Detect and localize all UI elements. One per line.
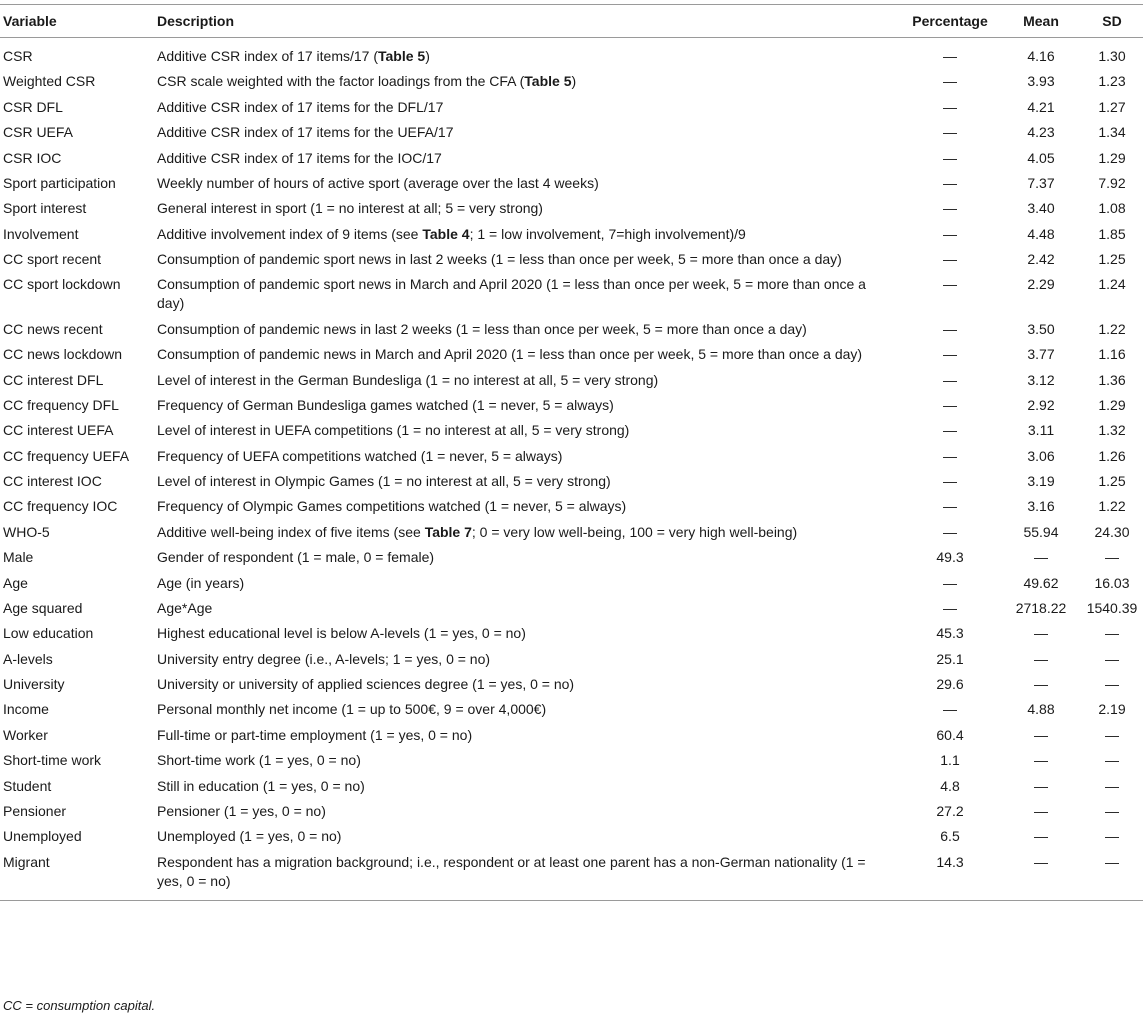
cell-sd: 1.22 <box>1098 498 1126 515</box>
cell-mean: — <box>1034 752 1048 769</box>
cell-description <box>153 849 899 900</box>
description-text: CSR scale weighted with the factor loadings from the CFA ( <box>157 73 525 90</box>
description-text: Consumption of pandemic sport news in last 2 weeks (1 = less than once per week, 5 = more than once a day) <box>157 251 842 267</box>
cell-sd: 16.03 <box>1094 574 1130 591</box>
table-row <box>0 570 1143 595</box>
cell-mean: 3.19 <box>1027 473 1055 489</box>
cell-description <box>153 196 899 221</box>
cell-description <box>153 799 899 824</box>
table-reference: Table 4 <box>422 225 470 242</box>
cell-variable: Sport interest <box>3 200 87 217</box>
cell-percentage: — <box>943 149 957 166</box>
description-text: Pensioner (1 = yes, 0 = no) <box>157 802 326 819</box>
table-row <box>0 95 1143 120</box>
table-row <box>0 342 1143 367</box>
cell-percentage: — <box>943 174 957 191</box>
cell-mean: 4.05 <box>1027 149 1055 166</box>
cell-percentage: 45.3 <box>936 625 964 642</box>
cell-sd: 1.27 <box>1098 98 1126 115</box>
cell-description <box>153 596 899 621</box>
cell-variable: CC sport recent <box>3 251 102 267</box>
cell-description <box>153 469 899 494</box>
cell-percentage: 27.2 <box>936 802 964 819</box>
cell-description <box>153 520 899 545</box>
cell-variable: University <box>3 676 65 692</box>
description-text: Additive CSR index of 17 items for the IOC/17 <box>157 149 442 166</box>
cell-mean: 3.11 <box>1027 422 1055 439</box>
description-text: Level of interest in UEFA competitions (1 = no interest at all, 5 = very strong) <box>157 422 630 439</box>
cell-percentage: — <box>943 447 957 464</box>
cell-mean: 49.62 <box>1023 574 1059 591</box>
cell-percentage: — <box>943 73 957 90</box>
table-row <box>0 247 1143 272</box>
table-row <box>0 596 1143 621</box>
cell-variable: Male <box>3 549 34 566</box>
cell-sd: 1.85 <box>1098 225 1126 242</box>
cell-variable: Income <box>3 701 49 718</box>
table-row <box>0 393 1143 418</box>
cell-mean: 2.92 <box>1027 396 1055 413</box>
cell-sd: — <box>1081 849 1143 900</box>
cell-variable: Sport participation <box>3 174 116 191</box>
header-description: Description <box>153 5 899 38</box>
cell-variable: Involvement <box>3 225 79 242</box>
cell-description <box>153 69 899 94</box>
cell-description <box>153 38 899 70</box>
cell-variable: CC frequency IOC <box>3 498 118 515</box>
description-text: Full-time or part-time employment (1 = yes, 0 = no) <box>157 726 473 743</box>
table-row <box>0 196 1143 221</box>
cell-sd: — <box>1105 549 1119 566</box>
cell-percentage: — <box>943 98 957 115</box>
cell-mean: — <box>1034 650 1048 667</box>
description-text: Frequency of UEFA competitions watched (1 = never, 5 = always) <box>157 447 563 464</box>
table-row <box>0 367 1143 392</box>
description-text: Personal monthly net income (1 = up to 500€, 9 = over 4,000€) <box>157 701 547 718</box>
cell-mean: 3.12 <box>1027 371 1055 388</box>
cell-sd: 1.32 <box>1098 422 1126 439</box>
cell-mean: 55.94 <box>1023 523 1059 540</box>
cell-description <box>153 95 899 120</box>
description-text: Additive CSR index of 17 items for the DFL/17 <box>157 98 444 115</box>
cell-mean: — <box>1034 828 1048 845</box>
cell-percentage: 14.3 <box>899 849 1001 900</box>
cell-percentage: 49.3 <box>936 549 964 566</box>
description-text: Age (in years) <box>157 574 245 591</box>
cell-variable: Age squared <box>3 599 83 616</box>
cell-sd: 1.26 <box>1098 447 1126 464</box>
cell-description <box>153 317 899 342</box>
table-row <box>0 672 1143 697</box>
table-row <box>0 69 1143 94</box>
cell-description <box>153 367 899 392</box>
cell-mean: 4.23 <box>1027 124 1055 141</box>
description-text: University entry degree (i.e., A-levels; 1 = yes, 0 = no) <box>157 650 491 667</box>
table-row <box>0 723 1143 748</box>
description-text: Highest educational level is below A-levels (1 = yes, 0 = no) <box>157 625 526 642</box>
cell-mean: 2718.22 <box>1015 599 1067 616</box>
cell-mean: 4.48 <box>1027 225 1055 242</box>
description-text: Consumption of pandemic news in last 2 weeks (1 = less than once per week, 5 = more than once a day) <box>157 320 807 337</box>
cell-variable: CC interest IOC <box>3 473 102 489</box>
cell-description <box>153 545 899 570</box>
cell-sd: 7.92 <box>1098 174 1126 191</box>
cell-description <box>153 443 899 468</box>
cell-mean: — <box>1034 777 1048 794</box>
cell-description <box>153 646 899 671</box>
cell-percentage: — <box>943 200 957 217</box>
cell-percentage: — <box>943 574 957 591</box>
cell-sd: 1.29 <box>1098 149 1126 166</box>
table-row <box>0 824 1143 849</box>
table-row <box>0 120 1143 145</box>
cell-description <box>153 418 899 443</box>
cell-mean: — <box>1034 549 1048 566</box>
cell-mean: — <box>1034 726 1048 743</box>
cell-variable: A-levels <box>3 650 53 667</box>
cell-percentage: — <box>943 599 957 616</box>
cell-mean: 3.50 <box>1027 320 1055 337</box>
cell-sd: 1.08 <box>1098 200 1126 217</box>
description-text: Consumption of pandemic sport news in March and April 2020 (1 = less than once per week, 5 = more than once a day) <box>157 276 866 312</box>
cell-percentage: — <box>943 396 957 413</box>
cell-mean: 2.42 <box>1027 251 1055 267</box>
table-row <box>0 849 1143 900</box>
cell-sd: 2.19 <box>1098 701 1126 718</box>
description-text: Frequency of Olympic Games competitions watched (1 = never, 5 = always) <box>157 498 627 515</box>
table-row <box>0 317 1143 342</box>
cell-variable: CSR IOC <box>3 149 62 166</box>
cell-percentage: — <box>943 251 957 267</box>
description-text: ; 1 = low involvement, 7=high involvement)/9 <box>469 225 746 242</box>
table-header <box>0 5 1143 38</box>
table-reference: Table 5 <box>378 48 426 64</box>
cell-description <box>153 272 899 316</box>
cell-percentage: — <box>943 225 957 242</box>
cell-description <box>153 342 899 367</box>
cell-variable: Unemployed <box>3 828 82 845</box>
descriptive-statistics-table <box>0 4 1143 901</box>
cell-description <box>153 697 899 722</box>
description-text: University or university of applied sciences degree (1 = yes, 0 = no) <box>157 676 575 692</box>
cell-percentage: — <box>943 276 957 293</box>
cell-variable: Worker <box>3 726 48 743</box>
cell-sd: — <box>1105 676 1119 692</box>
cell-percentage: — <box>943 523 957 540</box>
cell-description <box>153 570 899 595</box>
cell-sd: — <box>1105 625 1119 642</box>
cell-sd: — <box>1105 726 1119 743</box>
table-row <box>0 221 1143 246</box>
cell-sd: 1.36 <box>1098 371 1126 388</box>
cell-variable: CC frequency DFL <box>3 396 119 413</box>
description-text: Still in education (1 = yes, 0 = no) <box>157 777 365 794</box>
table-row <box>0 697 1143 722</box>
cell-percentage: — <box>943 701 957 718</box>
header-row <box>0 5 1143 38</box>
description-text: General interest in sport (1 = no interest at all; 5 = very strong) <box>157 200 543 217</box>
description-text: Additive well-being index of five items (see <box>157 523 425 540</box>
description-text: Age*Age <box>157 599 213 616</box>
cell-variable: CC frequency UEFA <box>3 447 130 464</box>
cell-sd: 24.30 <box>1094 523 1130 540</box>
cell-mean: 3.40 <box>1027 200 1055 217</box>
table-row <box>0 646 1143 671</box>
description-text: Additive CSR index of 17 items for the UEFA/17 <box>157 124 454 141</box>
description-text: Respondent has a migration background; i.e., respondent or at least one parent has a non-German nationality (1 = yes, 0 = no) <box>157 853 866 889</box>
cell-percentage: 1.1 <box>940 752 960 769</box>
cell-mean: 3.93 <box>1027 73 1055 90</box>
cell-sd: 1.25 <box>1098 473 1126 489</box>
description-text: Level of interest in Olympic Games (1 = no interest at all, 5 = very strong) <box>157 473 611 489</box>
cell-mean: 4.16 <box>1027 48 1055 64</box>
table-row <box>0 272 1143 316</box>
cell-description <box>153 748 899 773</box>
cell-variable: Migrant <box>0 849 153 900</box>
cell-description <box>153 171 899 196</box>
description-text: ) <box>571 73 577 90</box>
table-row <box>0 469 1143 494</box>
table-body <box>0 38 1143 901</box>
description-text: Weekly number of hours of active sport (average over the last 4 weeks) <box>157 174 599 191</box>
cell-percentage: — <box>943 473 957 489</box>
cell-description <box>153 393 899 418</box>
header-variable: Variable <box>0 5 153 38</box>
cell-description <box>153 723 899 748</box>
header-sd: SD <box>1081 5 1143 38</box>
cell-mean: 4.21 <box>1027 98 1055 115</box>
cell-sd: — <box>1105 650 1119 667</box>
description-text: ) <box>425 48 430 64</box>
table-row <box>0 545 1143 570</box>
cell-mean: 2.29 <box>1027 276 1055 293</box>
table-row <box>0 418 1143 443</box>
table-reference: Table 5 <box>524 73 572 90</box>
table-row <box>0 799 1143 824</box>
cell-mean: — <box>1034 676 1048 692</box>
table-row <box>0 171 1143 196</box>
cell-variable: Pensioner <box>3 802 67 819</box>
table-row <box>0 494 1143 519</box>
cell-percentage: 4.8 <box>940 777 960 794</box>
cell-percentage: — <box>943 346 957 363</box>
cell-sd: 1.16 <box>1098 346 1126 363</box>
cell-mean: 3.16 <box>1027 498 1055 515</box>
cell-percentage: — <box>943 320 957 337</box>
header-mean: Mean <box>1001 5 1081 38</box>
table-row <box>0 145 1143 170</box>
cell-sd: — <box>1105 802 1119 819</box>
cell-variable: CC interest DFL <box>3 371 104 388</box>
cell-variable: Weighted CSR <box>3 73 96 90</box>
table-footnote: CC = consumption capital. <box>3 998 156 1013</box>
table-row <box>0 621 1143 646</box>
cell-percentage: — <box>943 371 957 388</box>
description-text: Additive involvement index of 9 items (see <box>157 225 423 242</box>
cell-percentage: — <box>943 48 957 64</box>
cell-mean: 3.06 <box>1027 447 1055 464</box>
cell-sd: 1.24 <box>1098 276 1126 293</box>
description-text: Consumption of pandemic news in March and April 2020 (1 = less than once per week, 5 = more than once a day) <box>157 346 863 363</box>
description-text: Level of interest in the German Bundesliga (1 = no interest at all, 5 = very strong) <box>157 371 659 388</box>
description-text: Unemployed (1 = yes, 0 = no) <box>157 828 342 845</box>
cell-variable: CSR DFL <box>3 98 63 115</box>
cell-variable: Low education <box>3 625 94 642</box>
cell-percentage: 25.1 <box>936 650 964 667</box>
description-text: Frequency of German Bundesliga games watched (1 = never, 5 = always) <box>157 396 614 413</box>
cell-sd: 1.34 <box>1098 124 1126 141</box>
cell-mean: 3.77 <box>1027 346 1055 363</box>
cell-description <box>153 120 899 145</box>
cell-sd: 1.25 <box>1098 251 1126 267</box>
cell-mean: — <box>1034 625 1048 642</box>
description-text: Gender of respondent (1 = male, 0 = female) <box>157 549 435 566</box>
cell-variable: CSR UEFA <box>3 124 74 141</box>
cell-variable: CC sport lockdown <box>3 276 121 293</box>
cell-percentage: 6.5 <box>940 828 960 845</box>
table-row <box>0 520 1143 545</box>
cell-percentage: — <box>943 498 957 515</box>
cell-sd: — <box>1105 752 1119 769</box>
cell-sd: 1.30 <box>1098 48 1126 64</box>
cell-variable: CC interest UEFA <box>3 422 114 439</box>
cell-percentage: — <box>943 124 957 141</box>
cell-description <box>153 621 899 646</box>
cell-sd: — <box>1105 777 1119 794</box>
cell-sd: 1540.39 <box>1086 599 1138 616</box>
cell-percentage: 60.4 <box>936 726 964 743</box>
cell-description <box>153 672 899 697</box>
cell-mean: 4.88 <box>1027 701 1055 718</box>
table-reference: Table 7 <box>424 523 472 540</box>
cell-sd: 1.23 <box>1098 73 1126 90</box>
table-row <box>0 443 1143 468</box>
cell-description <box>153 247 899 272</box>
cell-variable: CSR <box>3 48 33 64</box>
table-row <box>0 748 1143 773</box>
cell-percentage: 29.6 <box>936 676 964 692</box>
cell-sd: 1.29 <box>1098 396 1126 413</box>
description-text: ; 0 = very low well-being, 100 = very high well-being) <box>471 523 798 540</box>
cell-description <box>153 145 899 170</box>
cell-variable: WHO-5 <box>3 523 50 540</box>
cell-description <box>153 494 899 519</box>
description-text: Additive CSR index of 17 items/17 ( <box>157 48 378 64</box>
cell-percentage: — <box>943 422 957 439</box>
cell-description <box>153 824 899 849</box>
cell-description <box>153 773 899 798</box>
description-text: Short-time work (1 = yes, 0 = no) <box>157 752 361 769</box>
cell-mean: 7.37 <box>1027 174 1055 191</box>
cell-variable: Student <box>3 777 52 794</box>
table-row <box>0 38 1143 70</box>
cell-variable: CC news lockdown <box>3 346 123 363</box>
cell-variable: Short-time work <box>3 752 102 769</box>
cell-variable: Age <box>3 574 28 591</box>
cell-mean: — <box>1001 849 1081 900</box>
cell-variable: CC news recent <box>3 320 103 337</box>
cell-description <box>153 221 899 246</box>
cell-mean: — <box>1034 802 1048 819</box>
cell-sd: 1.22 <box>1098 320 1126 337</box>
table-row <box>0 773 1143 798</box>
cell-sd: — <box>1105 828 1119 845</box>
header-percentage: Percentage <box>899 5 1001 38</box>
